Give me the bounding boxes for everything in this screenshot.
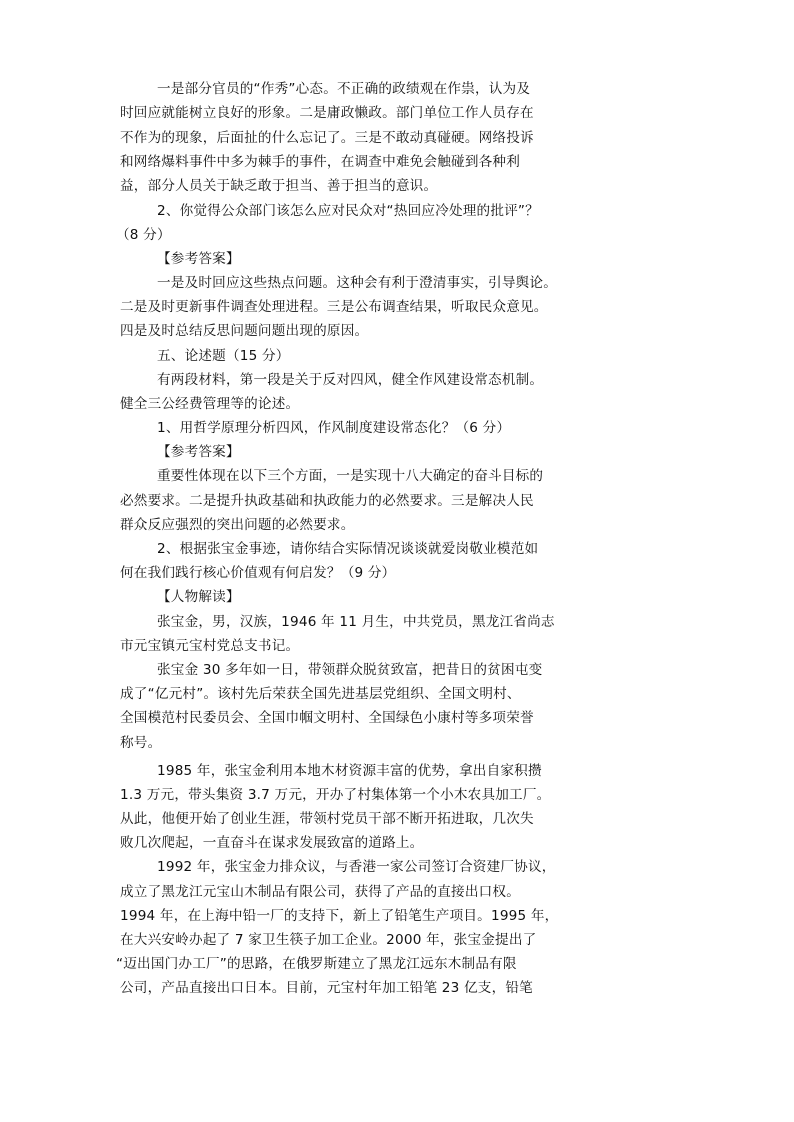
question-line: 1、用哲学原理分析四风，作风制度建设常态化？（6 分）: [157, 420, 511, 436]
paragraph-line: 四是及时总结反思问题问题出现的原因。: [120, 323, 369, 339]
paragraph-line: 一是部分官员的“作秀”心态。不正确的政绩观在作祟，认为及: [157, 81, 531, 97]
section-heading: 五、论述题（15 分）: [157, 348, 290, 364]
paragraph-line: 成立了黑龙江元宝山木制品有限公司，获得了产品的直接出口权。: [120, 884, 521, 900]
paragraph-line: “迈出国门办工厂”的思路，在俄罗斯建立了黑龙江远东木制品有限: [116, 956, 517, 972]
paragraph-line: 不作为的现象，后面扯的什么忘记了。三是不敢动真碰硬。网络投诉: [120, 130, 534, 146]
paragraph-line: 全国模范村民委员会、全国巾帼文明村、全国绿色小康村等多项荣誉: [120, 710, 534, 726]
answer-heading: 【参考答案】: [157, 251, 240, 267]
paragraph-line: 张宝金 30 多年如一日，带领群众脱贫致富，把昔日的贫困屯变: [157, 662, 543, 678]
paragraph-line: 成了“亿元村”。该村先后荣获全国先进基层党组织、全国文明村、: [120, 686, 521, 702]
paragraph-line: 1994 年，在上海中铅一厂的支持下，新上了铅笔生产项目。1995 年，: [120, 908, 559, 924]
paragraph-line: 二是及时更新事件调查处理进程。三是公布调查结果，听取民众意见。: [120, 299, 548, 315]
paragraph-line: 一是及时回应这些热点问题。这种会有利于澄清事实，引导舆论。: [157, 275, 558, 291]
paragraph-line: 在大兴安岭办起了 7 家卫生筷子加工企业。2000 年，张宝金提出了: [120, 932, 537, 948]
paragraph-line: 健全三公经费管理等的论述。: [120, 396, 300, 412]
paragraph-line: 称号。: [120, 735, 162, 751]
paragraph-line: 有两段材料，第一段是关于反对四风，健全作风建设常态机制。: [157, 372, 544, 388]
paragraph-line: 败几次爬起，一直奋斗在谋求发展致富的道路上。: [120, 835, 424, 851]
question-score: （8 分）: [116, 227, 171, 243]
question-line: 何在我们践行核心价值观有何启发？（9 分）: [120, 565, 396, 581]
paragraph-line: 1992 年，张宝金力排众议，与香港一家公司签订合资建厂协议，: [157, 859, 556, 875]
paragraph-line: 1985 年，张宝金利用本地木材资源丰富的优势，拿出自家积攒: [157, 763, 542, 779]
paragraph-line: 群众反应强烈的突出问题的必然要求。: [120, 517, 355, 533]
question-line: 2、你觉得公众部门该怎么应对民众对“热回应冷处理的批评”？: [157, 203, 539, 219]
paragraph-line: 公司，产品直接出口日本。目前，元宝村年加工铅笔 23 亿支，铅笔: [120, 980, 533, 996]
paragraph-line: 从此，他便开始了创业生涯，带领村党员干部不断开拓进取，几次失: [120, 811, 534, 827]
paragraph-line: 1.3 万元，带头集资 3.7 万元，开办了村集体第一个小木农具加工厂。: [120, 787, 551, 803]
paragraph-line: 益，部分人员关于缺乏敢于担当、善于担当的意识。: [120, 178, 438, 194]
paragraph-line: 必然要求。二是提升执政基础和执政能力的必然要求。三是解决人民: [120, 493, 534, 509]
paragraph-line: 重要性体现在以下三个方面，一是实现十八大确定的奋斗目标的: [157, 468, 544, 484]
answer-heading: 【参考答案】: [157, 444, 240, 460]
question-line: 2、根据张宝金事迹，请你结合实际情况谈谈就爱岗敬业模范如: [157, 541, 539, 557]
paragraph-line: 市元宝镇元宝村党总支书记。: [120, 638, 300, 654]
paragraph-line: 和网络爆料事件中多为棘手的事件，在调查中难免会触碰到各种利: [120, 154, 521, 170]
profile-heading: 【人物解读】: [157, 589, 240, 605]
paragraph-line: 张宝金，男，汉族，1946 年 11 月生，中共党员，黑龙江省尚志: [157, 614, 555, 630]
paragraph-line: 时回应就能树立良好的形象。二是庸政懒政。部门单位工作人员存在: [120, 105, 534, 121]
